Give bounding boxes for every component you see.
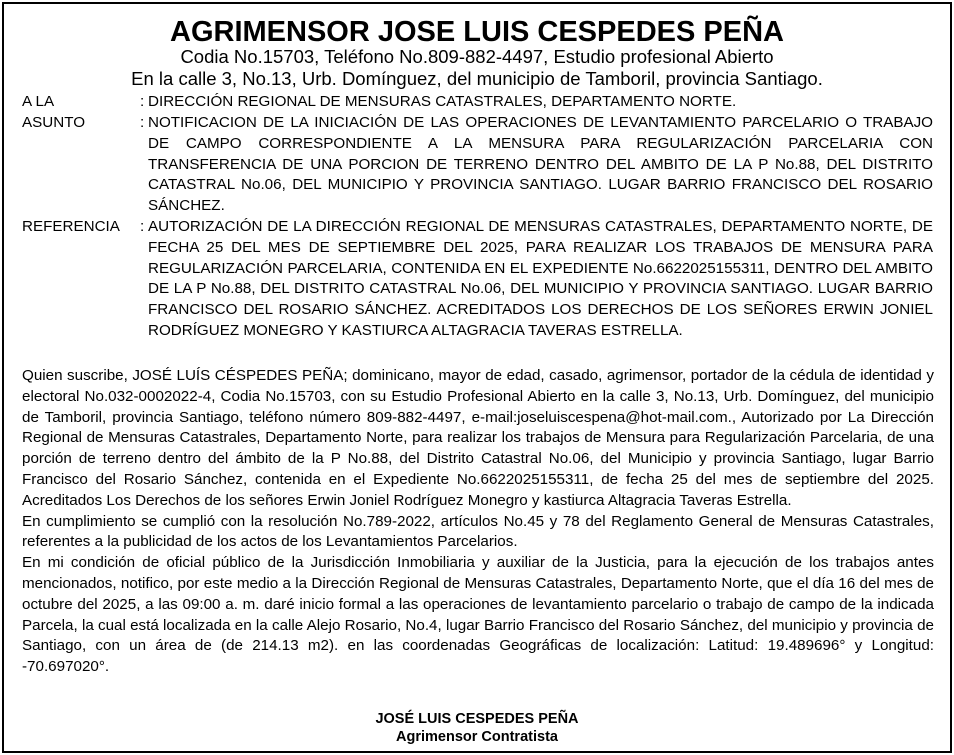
body-paragraph: Quien suscribe, JOSÉ LUÍS CÉSPEDES PEÑA; dominicano, mayor de edad, casado, agrimensor, portador de la cédula de identidad y electoral No.032-0002022-4, Codia No.15703, con su Estudio Profesional Abierto en la calle 3, No.13, Urb. Domínguez, del municipio de Tamboril, provincia Santiago, teléfono número 809-882-4497, e-mail:joseluiscespena@hot-mail.com., Autorizado por La Dirección Regional de Mensuras Catastrales, Departamento Norte, para realizar los trabajos de Mensura para Regularización Parcelaria, de una porción de terreno dentro del ámbito de la P No.88, del Distrito Catastral No.06, del Municipio y provincia Santiago, lugar Barrio Francisco del Rosario Sánchez, contenida en el Expediente No.6622025155311, de fecha 25 del mes de septiembre del 2025. Acreditados Los Derechos de los señores Erwin Joniel Rodríguez Monegro y kastiurca Altagracia Taveras Estrella. [22,367,934,509]
field-label: ASUNTO [22,114,86,131]
body-paragraph: En mi condición de oficial público de la Jurisdicción Inmobiliaria y auxiliar de la Justicia, para la ejecución de los trabajos antes mencionados, notifico, por este medio a la Dirección Regional de Mensuras Catastrales, Departamento Norte, que el día 16 del mes de octubre del 2025, a las 09:00 a. m. daré inicio formal a las operaciones de levantamiento parcelario o trabajo de campo de la indicada Parcela, la cual está localizada en la calle Alejo Rosario, No.4, lugar Barrio Francisco del Rosario Sánchez, del municipio y provincia de Santiago, con un área de (de 214.13 m2). en las coordenadas Geográficas de localización: Latitud: 19.489696° y Longitud: -70.697020°. [22,554,934,676]
notice-title: AGRIMENSOR JOSE LUIS CESPEDES PEÑA [170,16,784,48]
field-colon: : [140,114,145,131]
field-value: AUTORIZACIÓN DE LA DIRECCIÓN REGIONAL DE MENSURAS CATASTRALES, DEPARTAMENTO NORTE, DE FECHA 25 DEL MES DE SEPTIEMBRE DEL 2025, PARA REALIZAR LOS TRABAJOS DE MENSURA PARA REGULARIZACIÓN PARCELARIA, CONTENIDA EN EL EXPEDIENTE No.6622025155311, DENTRO DEL AMBITO DE LA P No.88, DEL DISTRITO CATASTRAL No.06, DEL MUNICIPIO Y PROVINCIA SANTIAGO. LUGAR BARRIO FRANCISCO DEL ROSARIO SÁNCHEZ. ACREDITADOS LOS DERECHOS DE LOS SEÑORES ERWIN JONIEL RODRÍGUEZ MONEGRO Y KASTIURCA ALTAGRACIA TAVERAS ESTRELLA. [148,218,933,339]
notice-frame [2,2,952,753]
address-line: En la calle 3, No.13, Urb. Domínguez, del municipio de Tamboril, provincia Santiago. [131,68,823,89]
signature-name: JOSÉ LUIS CESPEDES PEÑA [375,711,579,727]
field-colon: : [140,93,145,110]
notice-body [22,366,934,678]
field-label: REFERENCIA [22,218,120,235]
field-value: NOTIFICACION DE LA INICIACIÓN DE LAS OPERACIONES DE LEVANTAMIENTO PARCELARIO O TRABAJO DE CAMPO CORRESPONDIENTE A LA MENSURA PARA REGULARIZACIÓN PARCELARIA CON TRANSFERENCIA DE UNA PORCION DE TERRENO DENTRO DEL AMBITO DE LA P No.88, DEL DISTRITO CATASTRAL No.06, DEL MUNICIPIO Y PROVINCIA SANTIAGO. LUGAR BARRIO FRANCISCO DEL ROSARIO SÁNCHEZ. [148,114,933,215]
field-value: DIRECCIÓN REGIONAL DE MENSURAS CATASTRALES, DEPARTAMENTO NORTE. [148,93,737,110]
field-colon: : [140,218,145,235]
body-paragraph: En cumplimiento se cumplió con la resolución No.789-2022, artículos No.45 y 78 del Reglamento General de Mensuras Catastrales, referentes a la publicidad de los actos de los Levantamientos Parcelarios. [22,512,934,551]
signature-role: Agrimensor Contratista [396,729,558,745]
field-label: A LA [22,93,55,110]
contact-line: Codia No.15703, Teléfono No.809-882-4497, Estudio profesional Abierto [180,46,774,67]
